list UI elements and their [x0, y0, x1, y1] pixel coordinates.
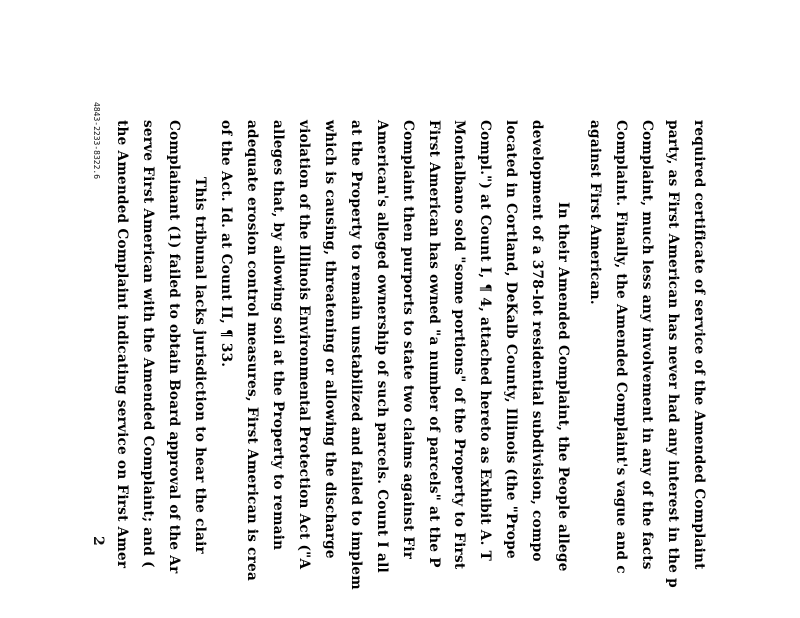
text-line: of the Act. Id. at Count II, ¶ 33. [218, 120, 234, 368]
text-line: Complaint, much less any involvement in any of the facts [639, 120, 655, 570]
text-line: Complainant (1) failed to obtain Board approval of the Ar [166, 120, 182, 574]
text-line: Complaint. Finally, the Amended Complaint's vague and c [613, 120, 629, 574]
text-line: at the Property to remain unstabilized and failed to implem [348, 120, 364, 590]
document-footer-id: 4843-2233-8322.6 [92, 102, 101, 180]
text-line: development of a 378-lot residential subdivision, compo [529, 120, 545, 562]
text-line: First American has owned "a number of parcels" at the P [426, 120, 442, 568]
text-line: required certificate of service of the Amended Complaint [691, 120, 707, 570]
text-line: which is causing, threatening or allowing the discharge [322, 120, 338, 559]
text-line: located in Cortland, DeKalb County, Illinois (the "Prope [503, 120, 519, 559]
text-line: American's alleged ownership of such parcels. Count I all [374, 120, 390, 573]
text-line: the Amended Complaint indicating service on First Amer [114, 120, 130, 569]
text-line: Montalbano sold "some portions" of the Property to First [451, 120, 467, 570]
text-line: serve First American with the Amended Complaint; and ( [140, 120, 156, 568]
text-line: adequate erosion control measures, First American is crea [244, 120, 260, 582]
text-line: In their Amended Complaint, the People allege [555, 202, 571, 572]
text-line: This tribunal lacks jurisdiction to hear the clair [192, 177, 208, 554]
text-line: Compl.") at Count I, ¶ 4, attached hereto as Exhibit A. T [477, 120, 493, 561]
text-line: party, as First American has never had any interest in the p [665, 120, 681, 588]
text-line: alleges that, by allowing soil at the Property to remain [270, 120, 286, 551]
page-number: 2 [90, 536, 106, 546]
text-line: violation of the Illinois Environmental Protection Act ("A [296, 120, 312, 570]
text-line: Complaint then purports to state two claims against Fir [400, 120, 416, 560]
text-line: against First American. [587, 120, 603, 305]
